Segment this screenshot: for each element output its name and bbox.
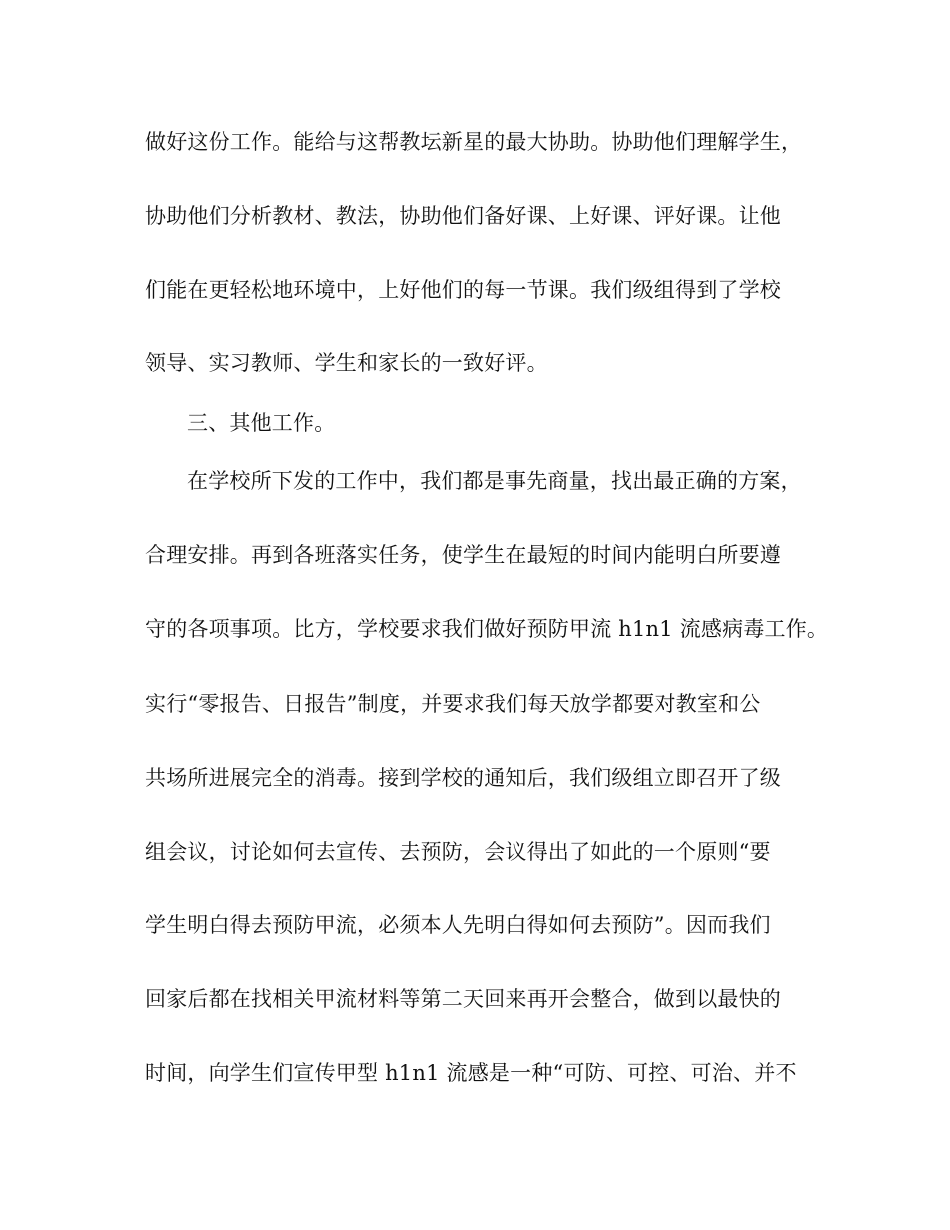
text-line-4: 领导、实习教师、学生和家长的一致好评。 [145,351,548,375]
text-line-13: 回家后都在找相关甲流材料等第二天回来再开会整合，做到以最快的 [145,987,781,1011]
text-line-3: 们能在更轻松地环境中，上好他们的每一节课。我们级组得到了学校 [145,278,781,302]
text-line-9: 实行“零报告、日报告”制度，并要求我们每天放学都要对教室和公 [145,692,761,716]
text-line-14: 时间，向学生们宣传甲型 h1n1 流感是一种“可防、可控、可治、并不 [145,1061,797,1085]
text-line-12: 学生明白得去预防甲流，必须本人先明白得如何去预防”。因而我们 [145,913,771,937]
text-line-8: 守的各项事项。比方，学校要求我们做好预防甲流 h1n1 流感病毒工作。 [145,617,829,641]
text-line-6: 在学校所下发的工作中，我们都是事先商量，找出最正确的方案， [187,469,802,493]
text-line-10: 共场所进展完全的消毒。接到学校的通知后，我们级组立即召开了级 [145,766,781,790]
text-line-1: 做好这份工作。能给与这帮教坛新星的最大协助。协助他们理解学生， [145,130,803,154]
text-line-2: 协助他们分析教材、教法，协助他们备好课、上好课、评好课。让他 [145,204,781,228]
text-line-11: 组会议，讨论如何去宣传、去预防，会议得出了如此的一个原则“要 [145,840,771,864]
section-heading: 三、其他工作。 [187,411,336,435]
text-line-7: 合理安排。再到各班落实任务，使学生在最短的时间内能明白所要遵 [145,543,781,567]
